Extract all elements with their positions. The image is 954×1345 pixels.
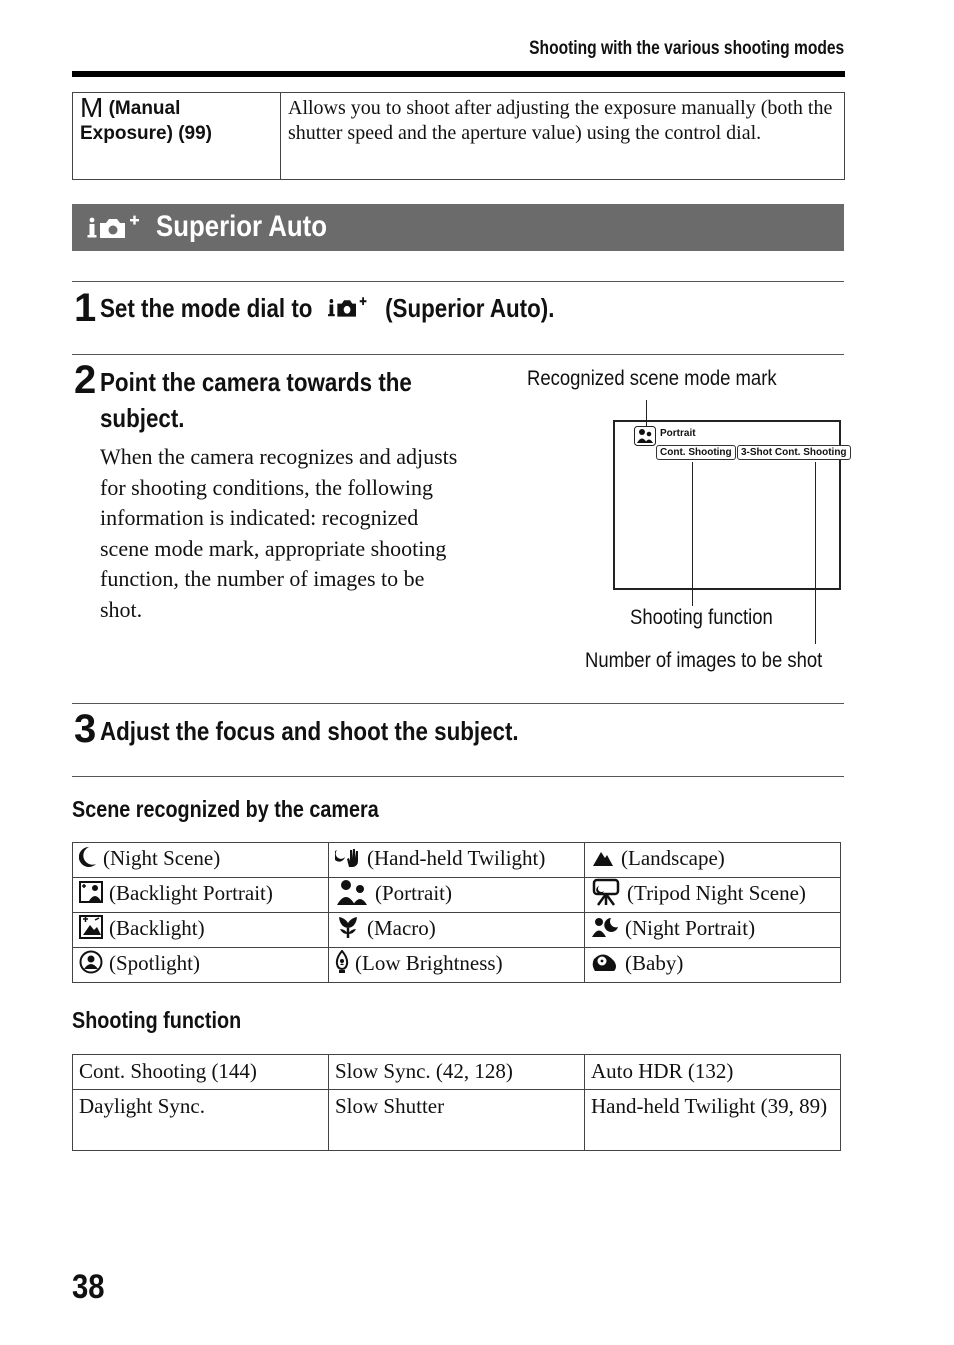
divider (72, 354, 844, 355)
step-2-body-line: shot. (100, 596, 143, 622)
step-2-body-line: information is indicated: recognized (100, 505, 419, 530)
superior-auto-icon (86, 213, 144, 248)
table-cell: Daylight Sync. (73, 1090, 329, 1151)
table-row (73, 878, 841, 913)
leader-line (815, 462, 816, 644)
leader-line (692, 462, 693, 606)
table-cell (585, 843, 841, 878)
scene-table-heading: Scene recognized by the camera (72, 796, 379, 822)
scene-table (72, 842, 841, 983)
table-cell: Slow Shutter (329, 1090, 585, 1151)
table-row (73, 948, 841, 983)
scene-label: (Night Scene) (103, 845, 221, 870)
portrait-icon (335, 878, 369, 912)
step-1-text-before: Set the mode dial to (100, 293, 313, 323)
table-cell (73, 878, 329, 913)
divider (72, 281, 844, 282)
table-row (73, 913, 841, 948)
screen-function-tag: Cont. Shooting (656, 445, 736, 460)
mode-cell (73, 93, 281, 180)
page-number: 38 (72, 1268, 105, 1306)
table-cell (329, 948, 585, 983)
step-2-title-line1: Point the camera towards the (100, 367, 412, 397)
step-3-text: Adjust the focus and shoot the subject. (100, 716, 519, 746)
night-scene-icon (79, 846, 97, 874)
scene-label: (Low Brightness) (355, 950, 503, 975)
screen-count-tag: 3-Shot Cont. Shooting (737, 445, 851, 460)
table-row (73, 93, 845, 180)
table-cell (585, 913, 841, 948)
step-2-body-line: for shooting conditions, the following (100, 474, 434, 500)
step-3-number: 3 (74, 707, 97, 751)
scene-label: (Portrait) (375, 880, 452, 905)
step-2-number: 2 (74, 358, 97, 402)
table-cell: Cont. Shooting (144) (73, 1055, 329, 1090)
scene-label: (Hand-held Twilight) (367, 845, 546, 870)
divider (72, 703, 844, 704)
scene-label: (Night Portrait) (625, 915, 756, 940)
table-cell (73, 843, 329, 878)
table-cell (73, 913, 329, 948)
manual-mode-icon: M (80, 92, 104, 123)
table-cell: Hand-held Twilight (39, 89) (585, 1090, 841, 1151)
scene-label: (Macro) (367, 915, 436, 940)
scene-label: (Tripod Night Scene) (627, 880, 806, 905)
table-cell: Auto HDR (132) (585, 1055, 841, 1090)
screen-scene-label: Portrait (660, 428, 696, 439)
step-2-body (100, 442, 500, 625)
function-table (72, 1054, 841, 1151)
header-rule (72, 71, 845, 77)
step-2-body-line: When the camera recognizes and adjusts (100, 444, 458, 469)
label-scene-mode-mark: Recognized scene mode mark (527, 367, 777, 390)
table-row (73, 1090, 841, 1151)
step-2-title-line2: subject. (100, 403, 185, 433)
low-brightness-icon (335, 950, 349, 980)
function-table-heading: Shooting function (72, 1007, 242, 1033)
landscape-icon (591, 848, 615, 874)
macro-icon (335, 914, 361, 946)
scene-label: (Backlight) (109, 915, 205, 940)
mode-label-line1: (Manual (108, 98, 181, 119)
table-cell (585, 878, 841, 913)
backlight-icon (79, 915, 103, 945)
table-cell (329, 878, 585, 913)
screen-portrait-icon (634, 426, 656, 451)
tripod-night-scene-icon (591, 878, 621, 912)
scene-label: (Spotlight) (109, 950, 201, 975)
table-cell (73, 948, 329, 983)
baby-icon (591, 951, 619, 979)
scene-label: (Landscape) (621, 846, 725, 871)
table-row (73, 843, 841, 878)
night-portrait-icon (591, 916, 619, 944)
table-cell (329, 843, 585, 878)
step-1-text-after: (Superior Auto). (385, 293, 555, 323)
hand-held-twilight-icon (335, 846, 361, 874)
section-title: Superior Auto (156, 210, 328, 243)
mode-table (72, 92, 845, 180)
scene-label: (Backlight Portrait) (109, 880, 273, 905)
table-cell (585, 948, 841, 983)
backlight-portrait-icon (79, 881, 103, 909)
scene-label: (Baby) (625, 950, 684, 975)
label-shooting-function: Shooting function (630, 606, 773, 629)
spotlight-icon (79, 950, 103, 980)
running-header: Shooting with the various shooting modes (528, 38, 844, 59)
mode-description: Allows you to shoot after adjusting the exposure manually (both the shutter speed and the aperture value) using the control dial. (281, 93, 845, 180)
table-cell (329, 913, 585, 948)
step-2-body-line: scene mode mark, appropriate shooting (100, 535, 447, 561)
table-row (73, 1055, 841, 1090)
section-banner (72, 204, 844, 251)
divider (72, 776, 844, 777)
step-1-text (100, 290, 554, 330)
step-2-title (100, 364, 412, 436)
step-2-body-line: function, the number of images to be (100, 566, 425, 591)
table-cell: Slow Sync. (42, 128) (329, 1055, 585, 1090)
label-number-of-images: Number of images to be shot (585, 649, 823, 672)
camera-screen (613, 420, 847, 590)
mode-label-line2: Exposure) (99) (80, 123, 212, 144)
step-1-number: 1 (74, 286, 97, 330)
superior-auto-inline-icon (324, 294, 374, 330)
